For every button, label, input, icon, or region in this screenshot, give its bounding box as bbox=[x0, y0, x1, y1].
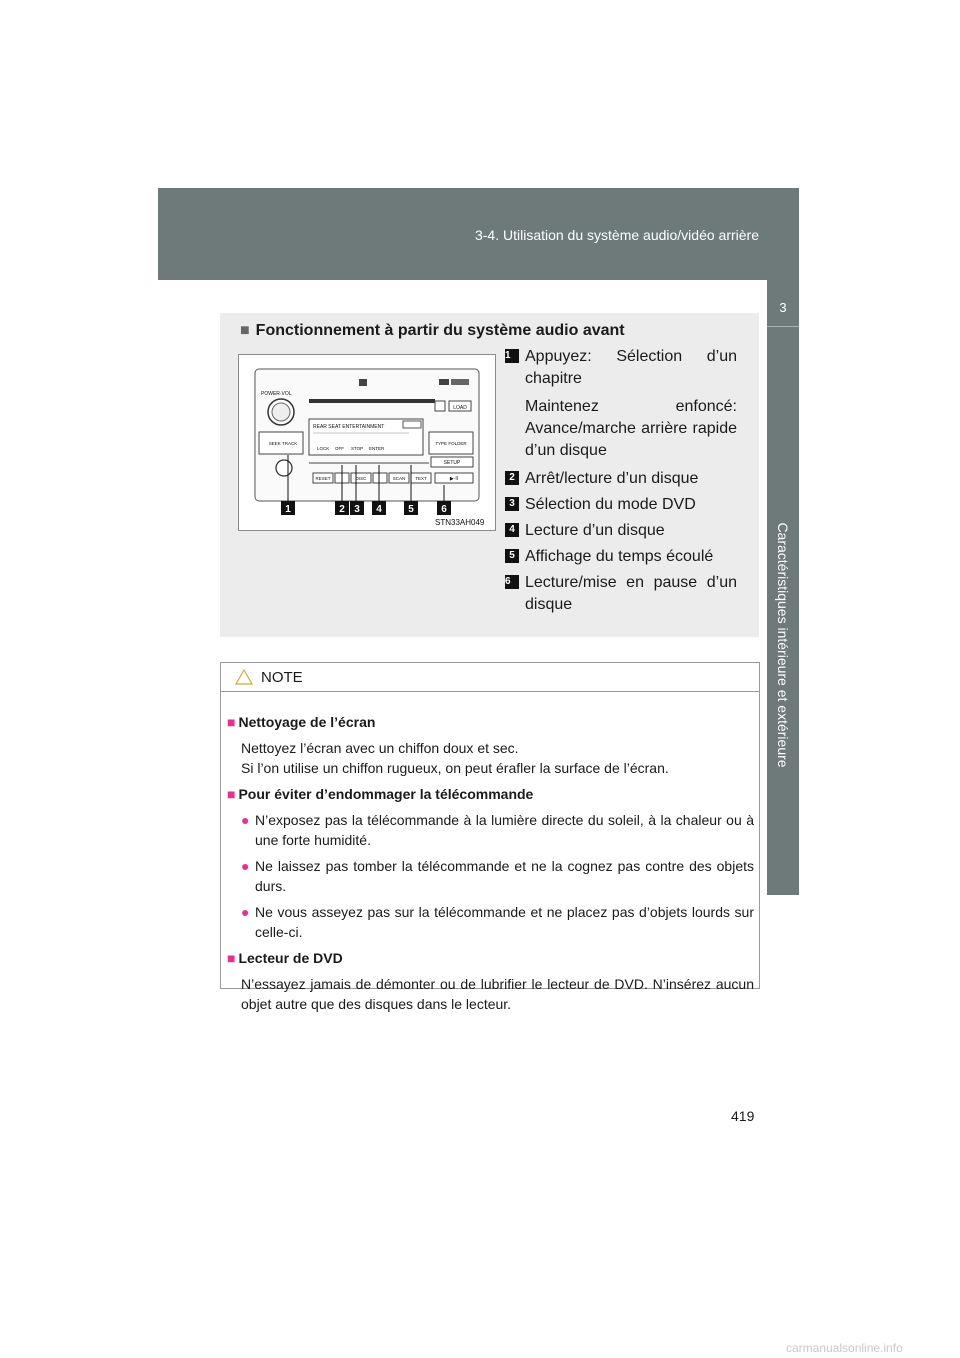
section-square-icon: ■ bbox=[240, 322, 250, 339]
callout-1: 1 Appuyez: Sélection d’un chapitre bbox=[505, 348, 737, 387]
callout-1-hold: Maintenez enfoncé: Avance/marche arrière rapide d’un disque bbox=[525, 398, 737, 459]
note-body bbox=[221, 692, 759, 1014]
warning-icon bbox=[235, 669, 253, 685]
callout-3: 3 Sélection du mode DVD bbox=[505, 494, 737, 516]
figure-callout-4: 4 bbox=[376, 504, 382, 515]
note-header bbox=[221, 663, 759, 692]
scan-label: SCAN bbox=[392, 476, 406, 481]
load-label: LOAD bbox=[453, 405, 467, 411]
front-audio-section bbox=[220, 313, 759, 637]
type-label: TYPE FOLDER bbox=[435, 441, 467, 446]
callout-4: 4 Lecture d’un disque bbox=[505, 520, 737, 542]
audio-panel-figure bbox=[238, 354, 496, 531]
figure-code: STN33AH049 bbox=[435, 518, 485, 527]
off-label: OFF bbox=[335, 446, 344, 451]
enter-label: ENTER bbox=[369, 446, 385, 451]
note-heading-dvd: ■ Lecteur de DVD bbox=[227, 950, 343, 966]
disc-label: DISC bbox=[355, 476, 367, 481]
seek-label: SEEK TRACK bbox=[268, 441, 298, 446]
chapter-title: Caractéristiques intérieure et extérieure bbox=[775, 522, 791, 768]
figure-callout-1: 1 bbox=[285, 504, 291, 515]
note-heading-screen: ■ Nettoyage de l’écran bbox=[227, 714, 376, 730]
power-label: POWER·VOL bbox=[261, 391, 292, 397]
reset-label: RESET bbox=[315, 476, 331, 481]
section-title: ■ Fonctionnement à partir du système audio avant bbox=[240, 322, 625, 339]
rse-label: REAR SEAT ENTERTAINMENT bbox=[313, 424, 385, 430]
figure-callout-2: 2 bbox=[339, 504, 345, 515]
figure-callout-3: 3 bbox=[354, 504, 360, 515]
callout-2: 2 Arrêt/lecture d’un disque bbox=[505, 468, 737, 490]
setup-label: SETUP bbox=[443, 460, 461, 466]
audio-panel-illustration bbox=[239, 355, 495, 530]
note-text: Si l’on utilise un chiffon rugueux, on peut érafler la surface de l’écran. bbox=[241, 760, 669, 776]
page-number: 419 bbox=[731, 1108, 755, 1124]
side-tab-divider bbox=[767, 326, 799, 327]
note-text: Nettoyez l’écran avec un chiffon doux et sec. bbox=[241, 740, 519, 756]
callout-5: 5 Affichage du temps écoulé bbox=[505, 546, 737, 568]
note-bullet: ● Ne vous asseyez pas sur la télécommande et ne placez pas d’objets lourds sur celle-ci. bbox=[241, 904, 754, 940]
note-title: NOTE bbox=[261, 669, 303, 686]
text-label: TEXT bbox=[415, 476, 427, 481]
section-header-title: 3-4. Utilisation du système audio/vidéo arrière bbox=[474, 227, 759, 243]
play-label: ▶·II bbox=[449, 476, 459, 482]
lock-label: LOCK bbox=[317, 446, 330, 451]
callout-6: 6 Lecture/mise en pause d’un disque bbox=[505, 574, 737, 613]
figure-callout-5: 5 bbox=[408, 504, 414, 515]
note-heading-remote: ■ Pour éviter d’endommager la télécommande bbox=[227, 786, 534, 802]
callout-list bbox=[505, 346, 737, 620]
figure-callout-6: 6 bbox=[441, 504, 447, 515]
note-bullet: ● Ne laissez pas tomber la télécommande et ne la cognez pas contre des objets durs. bbox=[241, 858, 754, 894]
chapter-number: 3 bbox=[779, 300, 787, 315]
note-text: N’essayez jamais de démonter ou de lubrifier le lecteur de DVD. N’insérez aucun objet autre que des disques dans le lecteur. bbox=[241, 976, 754, 1012]
section-header-bar bbox=[158, 188, 799, 280]
stop-label: STOP bbox=[351, 446, 364, 451]
watermark: carmanualsonline.info bbox=[786, 1341, 903, 1355]
chapter-side-tab bbox=[767, 280, 799, 895]
note-box bbox=[220, 662, 760, 1012]
note-bullet: ● N’exposez pas la télécommande à la lumière directe du soleil, à la chaleur ou à une forte humidité. bbox=[241, 812, 754, 848]
